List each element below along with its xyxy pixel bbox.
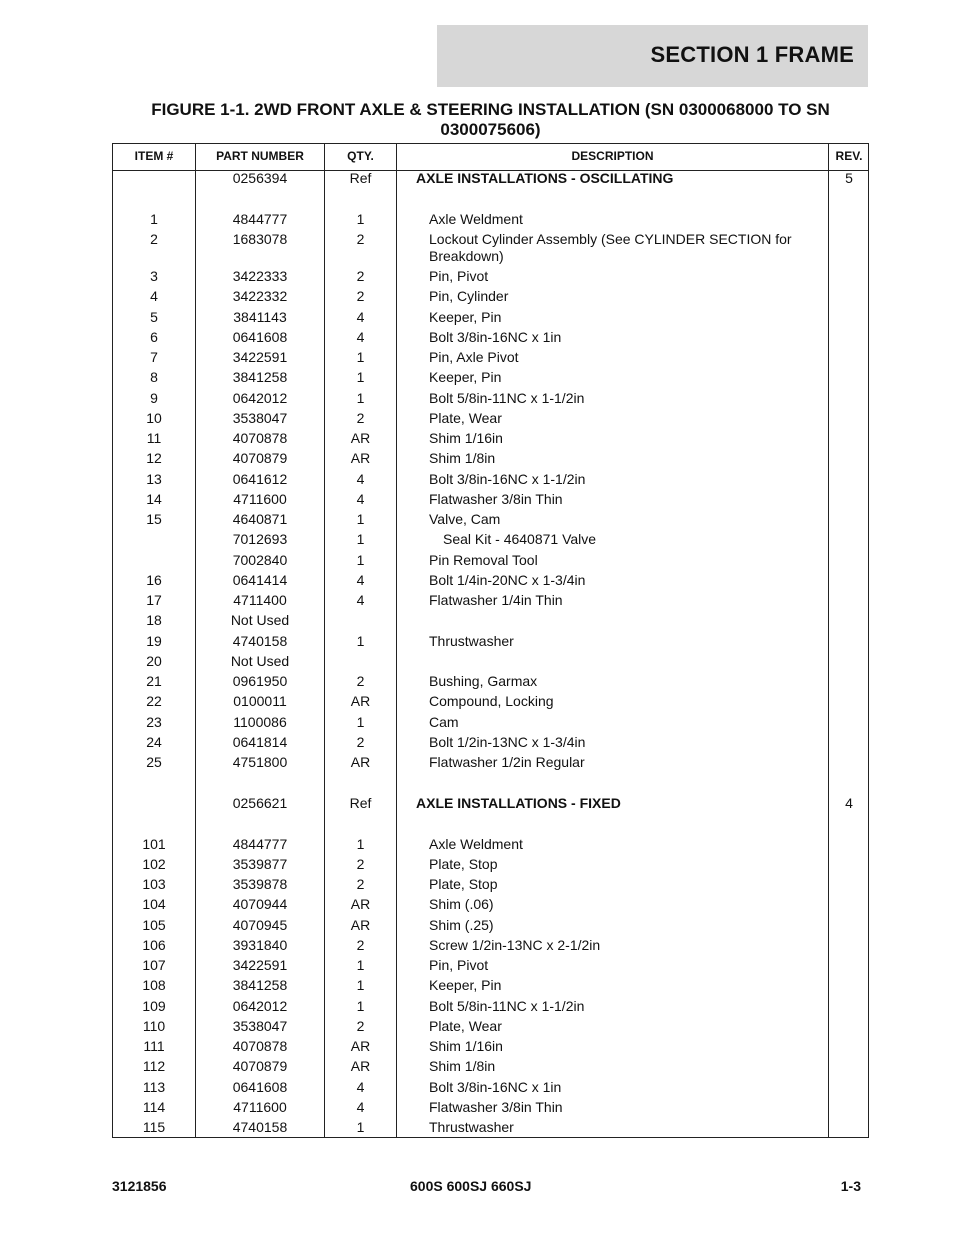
description-cell: Flatwasher 1/2in Regular bbox=[429, 754, 585, 770]
part-number-cell: 3841258 bbox=[232, 977, 288, 994]
description-cell: Keeper, Pin bbox=[429, 369, 502, 386]
table-row bbox=[113, 1119, 868, 1139]
table-row bbox=[113, 450, 868, 470]
qty-cell: 4 bbox=[356, 1078, 365, 1095]
item-cell: 101 bbox=[142, 835, 166, 852]
qty-cell: 1 bbox=[356, 369, 365, 386]
description-cell: Valve, Cam bbox=[429, 511, 501, 527]
table-row bbox=[113, 268, 868, 288]
part-number-cell: 4070879 bbox=[232, 1058, 288, 1075]
table-row bbox=[113, 754, 868, 774]
table-row bbox=[113, 998, 868, 1018]
table-row bbox=[113, 592, 868, 612]
footer-page-number: 1-3 bbox=[840, 1178, 861, 1194]
table-body bbox=[113, 170, 868, 1139]
description-cell: Shim 1/16in bbox=[429, 430, 503, 446]
description-cell: Shim (.25) bbox=[429, 916, 494, 933]
table-row bbox=[113, 937, 868, 957]
column-header-description: DESCRIPTION bbox=[571, 149, 654, 163]
item-cell: 103 bbox=[142, 876, 166, 892]
qty-cell: 4 bbox=[356, 470, 365, 487]
part-number-cell: 1683078 bbox=[232, 231, 288, 247]
qty-cell: 4 bbox=[356, 490, 365, 507]
table-row bbox=[113, 1038, 868, 1058]
item-cell: 5 bbox=[150, 308, 158, 325]
description-cell: Pin, Axle Pivot bbox=[429, 349, 519, 365]
table-row bbox=[113, 552, 868, 572]
description-cell: Axle Weldment bbox=[429, 835, 523, 852]
description-cell: Flatwasher 3/8in Thin bbox=[429, 490, 563, 507]
description-cell: Flatwasher 1/4in Thin bbox=[429, 592, 563, 608]
description-cell: Axle Weldment bbox=[429, 210, 523, 227]
part-number-cell: 4070879 bbox=[232, 450, 288, 467]
description-cell: Thrustwasher bbox=[429, 632, 514, 649]
description-cell: Bolt 1/2in-13NC x 1-3/4in bbox=[429, 733, 586, 750]
qty-cell: 2 bbox=[356, 409, 365, 426]
part-number-cell: Not Used bbox=[230, 652, 290, 669]
description-cell: Compound, Locking bbox=[429, 693, 554, 710]
column-header-qty: QTY. bbox=[347, 149, 374, 163]
part-number-cell: 4070945 bbox=[232, 916, 288, 933]
qty-cell: 2 bbox=[356, 268, 365, 284]
figure-title-line-2: 0300075606) bbox=[440, 120, 541, 139]
qty-cell: 2 bbox=[356, 733, 365, 750]
figure-title-line-1: FIGURE 1-1. 2WD FRONT AXLE & STEERING INSTALLATION (SN 0300068000 TO SN bbox=[151, 100, 830, 119]
item-cell: 108 bbox=[142, 977, 166, 994]
description-cell: Bolt 3/8in-16NC x 1in bbox=[429, 328, 562, 345]
part-number-cell: 4751800 bbox=[232, 754, 288, 770]
qty-cell: 2 bbox=[356, 673, 365, 689]
description-cell: AXLE INSTALLATIONS - OSCILLATING bbox=[416, 170, 674, 186]
qty-cell: 1 bbox=[356, 713, 365, 730]
qty-cell: 1 bbox=[356, 632, 365, 649]
table-row bbox=[113, 896, 868, 916]
table-row bbox=[113, 309, 868, 329]
qty-cell: AR bbox=[350, 896, 371, 913]
item-cell: 112 bbox=[142, 1058, 166, 1075]
table-row bbox=[113, 977, 868, 997]
part-number-cell: 4711600 bbox=[233, 1098, 287, 1115]
qty-cell: AR bbox=[350, 1058, 371, 1075]
part-number-cell: 3539878 bbox=[232, 876, 288, 892]
table-row bbox=[113, 876, 868, 896]
item-cell: 4 bbox=[150, 288, 158, 305]
item-cell: 107 bbox=[142, 957, 166, 973]
qty-cell: 2 bbox=[356, 231, 365, 247]
qty-cell: 1 bbox=[356, 511, 365, 527]
table-spacer-row bbox=[113, 774, 868, 795]
table-row bbox=[113, 288, 868, 308]
part-number-cell: 3539877 bbox=[232, 855, 288, 872]
part-number-cell: 0641608 bbox=[232, 1078, 288, 1095]
qty-cell: 4 bbox=[356, 1098, 365, 1115]
description-cell: Plate, Wear bbox=[429, 409, 502, 426]
item-cell: 10 bbox=[146, 409, 162, 426]
qty-cell: Ref bbox=[349, 794, 372, 811]
item-cell: 1 bbox=[150, 210, 158, 227]
part-number-cell: Not Used bbox=[230, 612, 290, 629]
item-cell: 113 bbox=[142, 1078, 166, 1095]
description-cell: Plate, Wear bbox=[429, 1017, 502, 1034]
item-cell: 12 bbox=[146, 450, 162, 467]
table-row bbox=[113, 170, 868, 190]
description-cell: Bushing, Garmax bbox=[429, 673, 538, 689]
item-cell: 114 bbox=[142, 1098, 166, 1115]
qty-cell: 2 bbox=[356, 876, 365, 892]
part-number-cell: 0961950 bbox=[232, 673, 288, 689]
item-cell: 105 bbox=[142, 916, 166, 933]
part-number-cell: 0642012 bbox=[232, 389, 288, 406]
description-cell: Keeper, Pin bbox=[429, 977, 502, 994]
qty-cell: 2 bbox=[356, 855, 365, 872]
part-number-cell: 4844777 bbox=[232, 835, 288, 852]
table-row bbox=[113, 329, 868, 349]
table-row bbox=[113, 491, 868, 511]
qty-cell: 4 bbox=[356, 308, 365, 325]
qty-cell: 1 bbox=[356, 349, 365, 365]
qty-cell: 2 bbox=[356, 936, 365, 953]
part-number-cell: 0100011 bbox=[233, 693, 287, 710]
item-cell: 102 bbox=[142, 855, 166, 872]
table-row bbox=[113, 1079, 868, 1099]
part-number-cell: 3538047 bbox=[232, 409, 288, 426]
qty-cell: AR bbox=[350, 916, 371, 933]
item-cell: 20 bbox=[146, 652, 162, 669]
part-number-cell: 0641814 bbox=[232, 733, 288, 750]
description-cell: Seal Kit - 4640871 Valve bbox=[443, 531, 597, 548]
part-number-cell: 3422591 bbox=[232, 349, 288, 365]
item-cell: 9 bbox=[150, 389, 158, 406]
footer-models: 600S 600SJ 660SJ bbox=[410, 1178, 532, 1194]
part-number-cell: 0641612 bbox=[232, 470, 288, 487]
qty-cell: 1 bbox=[356, 551, 365, 568]
table-row bbox=[113, 957, 868, 977]
description-cell: Bolt 5/8in-11NC x 1-1/2in bbox=[429, 389, 585, 406]
item-cell: 19 bbox=[146, 632, 162, 649]
description-cell: Screw 1/2in-13NC x 2-1/2in bbox=[429, 936, 601, 953]
table-row bbox=[113, 836, 868, 856]
qty-cell: 1 bbox=[356, 997, 365, 1014]
table-header bbox=[113, 144, 868, 171]
column-header-item: ITEM # bbox=[134, 149, 174, 163]
column-header-part-number: PART NUMBER bbox=[216, 149, 304, 163]
table-spacer-row bbox=[113, 815, 868, 836]
item-cell: 14 bbox=[146, 490, 162, 507]
description-cell: AXLE INSTALLATIONS - FIXED bbox=[416, 794, 621, 811]
part-number-cell: 4070944 bbox=[232, 896, 288, 913]
qty-cell: AR bbox=[350, 754, 371, 770]
part-number-cell: 3422591 bbox=[232, 957, 288, 973]
part-number-cell: 4711400 bbox=[233, 592, 287, 608]
qty-cell: AR bbox=[350, 693, 371, 710]
description-cell: Pin, Pivot bbox=[429, 268, 489, 284]
table-row bbox=[113, 511, 868, 531]
item-cell: 111 bbox=[143, 1038, 165, 1054]
item-cell: 22 bbox=[146, 693, 162, 710]
part-number-cell: 0641414 bbox=[232, 571, 288, 588]
qty-cell: 1 bbox=[356, 1119, 365, 1135]
table-row bbox=[113, 693, 868, 713]
qty-cell: AR bbox=[350, 1038, 371, 1054]
table-row bbox=[113, 1018, 868, 1038]
table-spacer-row bbox=[113, 190, 868, 211]
qty-cell: 2 bbox=[356, 288, 365, 305]
table-row bbox=[113, 231, 868, 268]
item-cell: 110 bbox=[142, 1017, 166, 1034]
item-cell: 24 bbox=[146, 733, 162, 750]
item-cell: 6 bbox=[150, 328, 158, 345]
part-number-cell: 4740158 bbox=[232, 632, 288, 649]
qty-cell: 4 bbox=[356, 571, 365, 588]
table-row bbox=[113, 1099, 868, 1119]
qty-cell: 1 bbox=[356, 210, 365, 227]
description-cell: Pin, Cylinder bbox=[429, 288, 509, 305]
description-cell: Shim 1/16in bbox=[429, 1038, 503, 1054]
description-cell: Bolt 3/8in-16NC x 1-1/2in bbox=[429, 470, 586, 487]
part-number-cell: 7012693 bbox=[232, 531, 288, 548]
table-row bbox=[113, 211, 868, 231]
description-cell: Thrustwasher bbox=[429, 1119, 514, 1135]
description-cell: Bolt 5/8in-11NC x 1-1/2in bbox=[429, 997, 585, 1014]
qty-cell: 1 bbox=[356, 977, 365, 994]
part-number-cell: 1100086 bbox=[233, 713, 287, 730]
qty-cell: 1 bbox=[356, 389, 365, 406]
description-cell: Plate, Stop bbox=[429, 855, 498, 872]
table-row bbox=[113, 471, 868, 491]
qty-cell: 1 bbox=[356, 531, 365, 548]
item-cell: 18 bbox=[146, 612, 162, 629]
item-cell: 8 bbox=[150, 369, 158, 386]
part-number-cell: 3422333 bbox=[232, 268, 288, 284]
table-row bbox=[113, 349, 868, 369]
table-row bbox=[113, 430, 868, 450]
table-row bbox=[113, 633, 868, 653]
table-row bbox=[113, 856, 868, 876]
table-row bbox=[113, 673, 868, 693]
part-number-cell: 3931840 bbox=[232, 936, 288, 953]
part-number-cell: 4844777 bbox=[232, 210, 288, 227]
part-number-cell: 3841143 bbox=[233, 308, 287, 325]
figure-title bbox=[112, 100, 869, 140]
part-number-cell: 0256621 bbox=[232, 794, 288, 811]
description-cell: Shim 1/8in bbox=[429, 450, 496, 467]
part-number-cell: 4640871 bbox=[232, 511, 288, 527]
item-cell: 13 bbox=[146, 470, 162, 487]
qty-cell: AR bbox=[350, 430, 371, 446]
item-cell: 104 bbox=[142, 896, 166, 913]
description-cell: Cam bbox=[429, 713, 459, 730]
item-cell: 21 bbox=[146, 673, 162, 689]
column-header-rev: REV. bbox=[835, 149, 863, 163]
table-row bbox=[113, 612, 868, 632]
rev-cell: 4 bbox=[845, 794, 853, 811]
item-cell: 7 bbox=[150, 349, 158, 365]
part-number-cell: 4070878 bbox=[232, 1038, 288, 1054]
item-cell: 106 bbox=[142, 936, 166, 953]
table-row bbox=[113, 734, 868, 754]
table-row bbox=[113, 531, 868, 551]
description-cell: Lockout Cylinder Assembly (See CYLINDER SECTION for Breakdown) bbox=[429, 231, 792, 264]
item-cell: 115 bbox=[142, 1119, 166, 1135]
part-number-cell: 0256394 bbox=[232, 170, 288, 186]
table-row bbox=[113, 369, 868, 389]
part-number-cell: 0642012 bbox=[232, 997, 288, 1014]
table-row bbox=[113, 917, 868, 937]
section-header-box bbox=[437, 25, 868, 87]
item-cell: 109 bbox=[142, 997, 166, 1014]
table-row bbox=[113, 1058, 868, 1078]
description-cell: Flatwasher 3/8in Thin bbox=[429, 1098, 563, 1115]
description-cell: Shim (.06) bbox=[429, 896, 494, 913]
item-cell: 2 bbox=[150, 231, 158, 247]
description-cell: Shim 1/8in bbox=[429, 1058, 496, 1075]
qty-cell: 1 bbox=[356, 957, 365, 973]
item-cell: 16 bbox=[146, 571, 162, 588]
description-cell: Bolt 3/8in-16NC x 1in bbox=[429, 1078, 562, 1095]
table-row bbox=[113, 653, 868, 673]
item-cell: 3 bbox=[150, 268, 158, 284]
table-row bbox=[113, 795, 868, 815]
item-cell: 11 bbox=[146, 430, 162, 446]
qty-cell: 2 bbox=[356, 1017, 365, 1034]
table-row bbox=[113, 572, 868, 592]
description-cell: Pin Removal Tool bbox=[429, 551, 538, 568]
table-row bbox=[113, 390, 868, 410]
parts-table bbox=[112, 143, 869, 1138]
qty-cell: 1 bbox=[356, 835, 365, 852]
qty-cell: 4 bbox=[356, 592, 365, 608]
item-cell: 25 bbox=[146, 754, 162, 770]
part-number-cell: 7002840 bbox=[232, 551, 288, 568]
part-number-cell: 4711600 bbox=[233, 490, 287, 507]
description-cell: Pin, Pivot bbox=[429, 957, 489, 973]
table-row bbox=[113, 714, 868, 734]
part-number-cell: 3841258 bbox=[232, 369, 288, 386]
item-cell: 17 bbox=[146, 592, 162, 608]
table-row bbox=[113, 410, 868, 430]
description-cell: Keeper, Pin bbox=[429, 308, 502, 325]
item-cell: 15 bbox=[146, 511, 162, 527]
part-number-cell: 0641608 bbox=[232, 328, 288, 345]
part-number-cell: 4740158 bbox=[232, 1119, 288, 1135]
footer-doc-number: 3121856 bbox=[112, 1178, 167, 1194]
description-cell: Bolt 1/4in-20NC x 1-3/4in bbox=[429, 571, 586, 588]
qty-cell: AR bbox=[350, 450, 371, 467]
part-number-cell: 4070878 bbox=[232, 430, 288, 446]
description-cell: Plate, Stop bbox=[429, 876, 498, 892]
part-number-cell: 3538047 bbox=[232, 1017, 288, 1034]
item-cell: 23 bbox=[146, 713, 162, 730]
qty-cell: 4 bbox=[356, 328, 365, 345]
qty-cell: Ref bbox=[349, 170, 372, 186]
part-number-cell: 3422332 bbox=[232, 288, 288, 305]
section-title: SECTION 1 FRAME bbox=[650, 42, 854, 67]
rev-cell: 5 bbox=[845, 170, 853, 186]
